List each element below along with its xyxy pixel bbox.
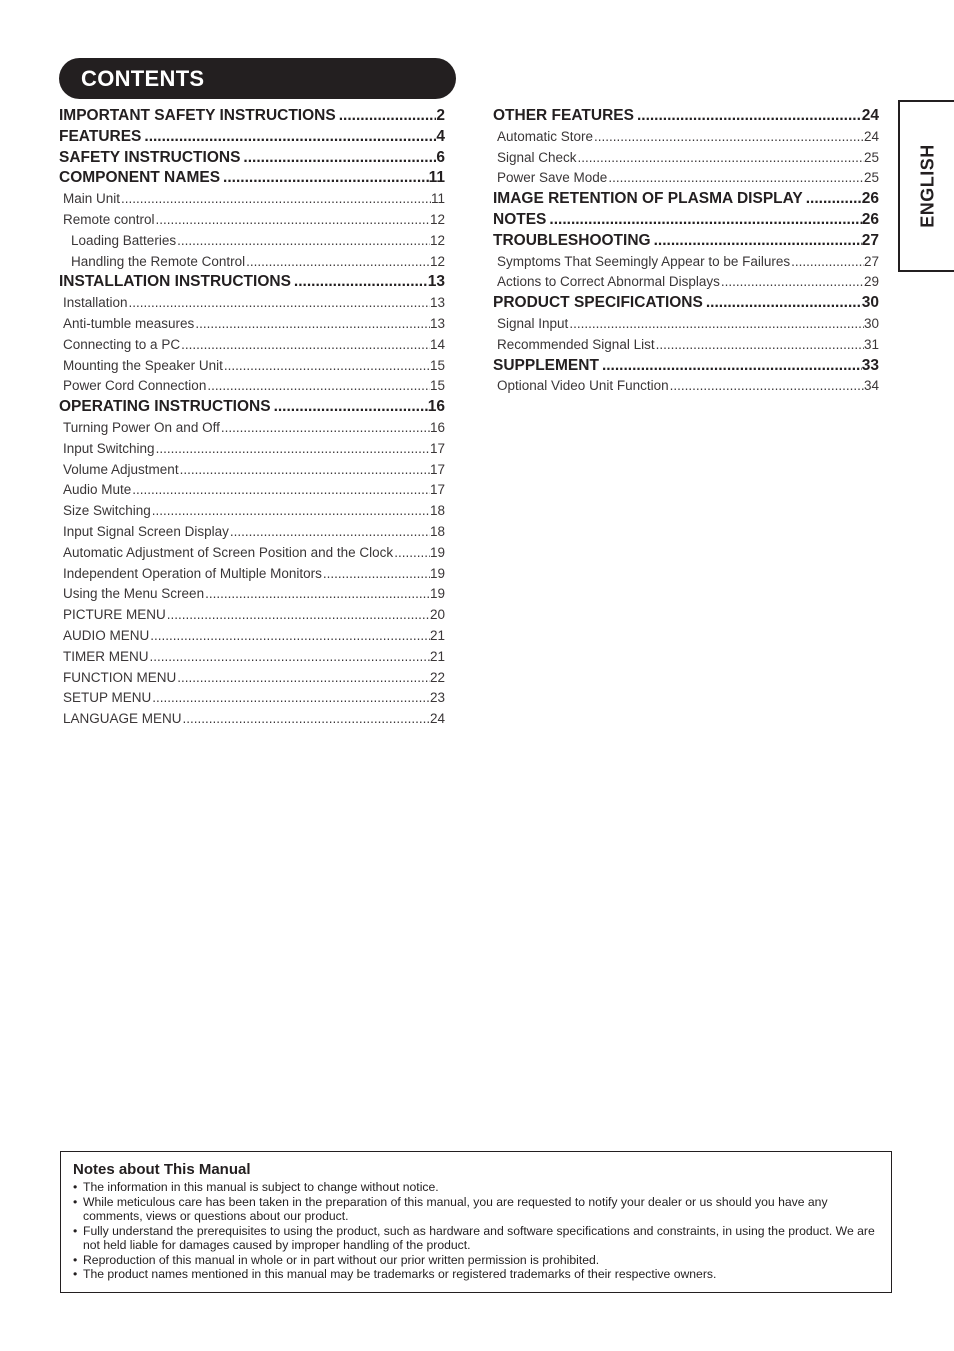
toc-entry[interactable]: [59, 189, 445, 210]
notes-box: [60, 1151, 892, 1293]
notes-title: Notes about This Manual: [73, 1161, 251, 1178]
toc-entry-label: FEATURES: [59, 127, 142, 145]
toc-entry[interactable]: [59, 418, 445, 439]
toc-leader-dots: [656, 335, 864, 356]
notes-item: • The information in this manual is subject to change without notice.: [73, 1180, 879, 1195]
toc-entry-page: 29: [863, 274, 879, 290]
toc-entry-label: NOTES: [493, 210, 547, 228]
toc-entry[interactable]: [59, 148, 445, 169]
toc-left-column: [59, 106, 445, 730]
toc-entry[interactable]: [59, 439, 445, 460]
toc-leader-dots: [183, 709, 430, 730]
toc-entry-page: 23: [429, 690, 445, 706]
toc-entry-label: PICTURE MENU: [63, 607, 166, 623]
toc-entry-page: 24: [861, 107, 879, 124]
notes-item: • The product names mentioned in this manual may be trademarks or registered trademarks of their respective owners.: [73, 1267, 879, 1282]
toc-entry[interactable]: [59, 688, 445, 709]
toc-leader-dots: [243, 148, 436, 169]
toc-entry[interactable]: [493, 356, 879, 377]
toc-leader-dots: [121, 189, 431, 210]
toc-entry-label: Anti-tumble measures: [63, 315, 195, 331]
toc-entry-page: 17: [429, 482, 445, 498]
toc-leader-dots: [177, 231, 430, 252]
toc-entry-label: Input Switching: [63, 440, 155, 456]
toc-entry-page: 17: [429, 440, 445, 456]
toc-entry[interactable]: [59, 501, 445, 522]
toc-entry[interactable]: [59, 168, 445, 189]
toc-entry-label: Connecting to a PC: [63, 336, 181, 352]
toc-leader-dots: [323, 564, 430, 585]
toc-leader-dots: [608, 168, 864, 189]
toc-entry-page: 27: [863, 253, 879, 269]
toc-leader-dots: [791, 252, 864, 273]
toc-entry-page: 27: [861, 231, 879, 249]
toc-entry-page: 22: [429, 669, 445, 685]
toc-entry-label: COMPONENT NAMES: [59, 169, 221, 187]
toc-leader-dots: [180, 460, 430, 481]
toc-entry-page: 15: [429, 357, 445, 373]
toc-entry-page: 13: [429, 315, 445, 331]
toc-entry[interactable]: [59, 231, 445, 252]
toc-entry-page: 11: [430, 191, 445, 207]
toc-leader-dots: [150, 626, 430, 647]
toc-entry[interactable]: [59, 106, 445, 127]
toc-entry-label: Input Signal Screen Display: [63, 523, 229, 539]
toc-leader-dots: [152, 501, 430, 522]
toc-leader-dots: [246, 252, 430, 273]
toc-leader-dots: [637, 106, 862, 127]
toc-entry-page: 25: [863, 149, 879, 165]
toc-entry-page: 34: [863, 378, 879, 394]
toc-leader-dots: [223, 168, 429, 189]
toc-entry-label: Using the Menu Screen: [63, 586, 205, 602]
toc-entry[interactable]: [493, 272, 879, 293]
toc-entry-page: 6: [436, 148, 445, 166]
toc-entry-label: Power Cord Connection: [63, 378, 207, 394]
toc-entry[interactable]: [493, 106, 879, 127]
toc-leader-dots: [294, 272, 428, 293]
toc-entry-page: 4: [436, 127, 445, 145]
toc-entry-page: 19: [429, 586, 445, 602]
toc-entry-page: 2: [436, 107, 445, 124]
notes-item: • Reproduction of this manual in whole or in part without our prior written permission is prohibited.: [73, 1253, 879, 1268]
notes-list: [73, 1180, 879, 1282]
toc-leader-dots: [152, 688, 430, 709]
toc-leader-dots: [177, 668, 430, 689]
toc-entry-page: 14: [429, 336, 445, 352]
toc-entry-page: 26: [861, 190, 879, 208]
toc-entry[interactable]: [493, 231, 879, 252]
toc-entry-page: 15: [429, 378, 445, 394]
toc-leader-dots: [706, 293, 862, 314]
toc-entry-page: 13: [429, 295, 445, 311]
toc-leader-dots: [654, 231, 862, 252]
toc-leader-dots: [569, 314, 864, 335]
language-tab: [898, 100, 954, 272]
toc-entry[interactable]: [493, 376, 879, 397]
toc-entry-label: Handling the Remote Control: [71, 253, 246, 269]
toc-leader-dots: [224, 356, 430, 377]
toc-entry-page: 25: [863, 170, 879, 186]
toc-entry[interactable]: [493, 293, 879, 314]
language-tab-label: ENGLISH: [917, 144, 938, 228]
toc-entry-label: IMPORTANT SAFETY INSTRUCTIONS: [59, 107, 336, 124]
toc-entry-label: OTHER FEATURES: [493, 107, 634, 124]
toc-entry-label: Volume Adjustment: [63, 461, 179, 477]
toc-entry-page: 30: [863, 315, 879, 331]
toc-entry[interactable]: [493, 189, 879, 210]
toc-leader-dots: [144, 127, 436, 148]
toc-entry-page: 12: [429, 211, 445, 227]
toc-leader-dots: [205, 584, 430, 605]
toc-entry-page: 19: [429, 544, 445, 560]
toc-entry[interactable]: [59, 626, 445, 647]
toc-entry[interactable]: [493, 127, 879, 148]
toc-entry[interactable]: [59, 356, 445, 377]
toc-entry[interactable]: [59, 252, 445, 273]
toc-entry-label: Size Switching: [63, 503, 151, 519]
toc-entry-page: 11: [428, 169, 445, 187]
toc-leader-dots: [129, 293, 430, 314]
toc-leader-dots: [156, 439, 430, 460]
toc-entry[interactable]: [493, 252, 879, 273]
toc-entry[interactable]: [59, 543, 445, 564]
toc-entry-label: Loading Batteries: [71, 232, 177, 248]
toc-leader-dots: [670, 376, 864, 397]
toc-entry-page: 30: [861, 294, 879, 312]
toc-entry-page: 33: [861, 356, 879, 374]
toc-entry-page: 16: [429, 419, 445, 435]
toc-leader-dots: [195, 314, 430, 335]
toc-entry[interactable]: [59, 210, 445, 231]
toc-leader-dots: [167, 605, 430, 626]
toc-entry-label: Remote control: [63, 211, 155, 227]
page-title: CONTENTS: [59, 58, 456, 99]
toc-entry-page: 21: [429, 648, 445, 664]
toc-entry-label: INSTALLATION INSTRUCTIONS: [59, 273, 291, 291]
toc-entry-page: 18: [429, 523, 445, 539]
toc-entry-label: Independent Operation of Multiple Monitors: [63, 565, 322, 581]
toc-entry-page: 16: [427, 398, 445, 416]
toc-entry-label: AUDIO MENU: [63, 627, 150, 643]
toc-entry-label: SETUP MENU: [63, 690, 152, 706]
toc-entry-label: Signal Input: [497, 315, 569, 331]
toc-leader-dots: [181, 335, 430, 356]
toc-entry-label: PRODUCT SPECIFICATIONS: [493, 294, 703, 312]
toc-entry[interactable]: [59, 647, 445, 668]
toc-entry[interactable]: [59, 668, 445, 689]
toc-entry-label: Installation: [63, 295, 128, 311]
toc-entry-label: Symptoms That Seemingly Appear to be Failures: [497, 253, 791, 269]
toc-entry-label: TIMER MENU: [63, 648, 149, 664]
toc-entry-page: 26: [861, 210, 879, 228]
toc-leader-dots: [602, 356, 862, 377]
toc-entry[interactable]: [493, 314, 879, 335]
toc-entry[interactable]: [59, 397, 445, 418]
toc-entry-label: Power Save Mode: [497, 170, 608, 186]
toc-entry[interactable]: [59, 460, 445, 481]
toc-entry[interactable]: [59, 564, 445, 585]
toc-entry-page: 13: [427, 273, 445, 291]
toc-entry[interactable]: [59, 293, 445, 314]
toc-entry-label: Actions to Correct Abnormal Displays: [497, 274, 720, 290]
toc-leader-dots: [274, 397, 428, 418]
toc-leader-dots: [156, 210, 430, 231]
toc-entry[interactable]: [59, 480, 445, 501]
toc-entry-page: 18: [429, 503, 445, 519]
toc-entry-page: 17: [429, 461, 445, 477]
toc-leader-dots: [221, 418, 430, 439]
toc-entry-label: Automatic Store: [497, 128, 594, 144]
toc-entry-page: 21: [429, 627, 445, 643]
toc-entry-label: TROUBLESHOOTING: [493, 231, 651, 249]
toc-entry-label: SUPPLEMENT: [493, 356, 599, 374]
toc-entry-label: Mounting the Speaker Unit: [63, 357, 223, 373]
toc-entry-label: LANGUAGE MENU: [63, 711, 182, 727]
toc-entry-label: SAFETY INSTRUCTIONS: [59, 148, 241, 166]
toc-entry[interactable]: [59, 584, 445, 605]
toc-entry-page: 24: [863, 128, 879, 144]
toc-entry-label: Signal Check: [497, 149, 577, 165]
toc-entry-label: Audio Mute: [63, 482, 132, 498]
toc-leader-dots: [578, 148, 864, 169]
toc-entry-page: 12: [429, 253, 445, 269]
toc-leader-dots: [594, 127, 864, 148]
toc-leader-dots: [339, 106, 437, 127]
notes-item: • While meticulous care has been taken in the preparation of this manual, you are requested to notify your dealer or us should you have any comments, views or questions about our product.: [73, 1195, 879, 1224]
toc-entry[interactable]: [59, 522, 445, 543]
toc-entry-page: 20: [429, 607, 445, 623]
toc-entry-page: 19: [429, 565, 445, 581]
toc-entry-label: OPERATING INSTRUCTIONS: [59, 398, 271, 416]
notes-item: • Fully understand the prerequisites to using the product, such as hardware and software specifications and constraints, in using the product. We are not held liable for damages caused by improper handling of the product.: [73, 1224, 879, 1253]
toc-entry[interactable]: [59, 605, 445, 626]
toc-leader-dots: [207, 376, 430, 397]
toc-entry-label: FUNCTION MENU: [63, 669, 177, 685]
toc-entry-page: 12: [429, 232, 445, 248]
toc-entry[interactable]: [59, 127, 445, 148]
toc-entry[interactable]: [59, 376, 445, 397]
toc-leader-dots: [721, 272, 864, 293]
toc-leader-dots: [806, 189, 862, 210]
toc-leader-dots: [230, 522, 430, 543]
toc-entry-label: IMAGE RETENTION OF PLASMA DISPLAY: [493, 190, 803, 208]
toc-right-column: [493, 106, 879, 397]
toc-leader-dots: [150, 647, 430, 668]
toc-entry[interactable]: [59, 709, 445, 730]
toc-leader-dots: [132, 480, 430, 501]
toc-leader-dots: [549, 210, 861, 231]
toc-entry[interactable]: [493, 148, 879, 169]
toc-entry[interactable]: [59, 314, 445, 335]
toc-entry-label: Recommended Signal List: [497, 336, 655, 352]
toc-entry[interactable]: [493, 210, 879, 231]
toc-entry[interactable]: [493, 168, 879, 189]
toc-entry[interactable]: [59, 272, 445, 293]
toc-entry-label: Main Unit: [63, 191, 121, 207]
toc-entry-label: Optional Video Unit Function: [497, 378, 669, 394]
toc-entry[interactable]: [493, 335, 879, 356]
toc-leader-dots: [394, 543, 430, 564]
toc-entry-label: Automatic Adjustment of Screen Position and the Clock: [63, 544, 394, 560]
toc-entry-page: 31: [863, 336, 879, 352]
toc-entry-label: Turning Power On and Off: [63, 419, 220, 435]
toc-entry[interactable]: [59, 335, 445, 356]
toc-entry-page: 24: [429, 711, 445, 727]
